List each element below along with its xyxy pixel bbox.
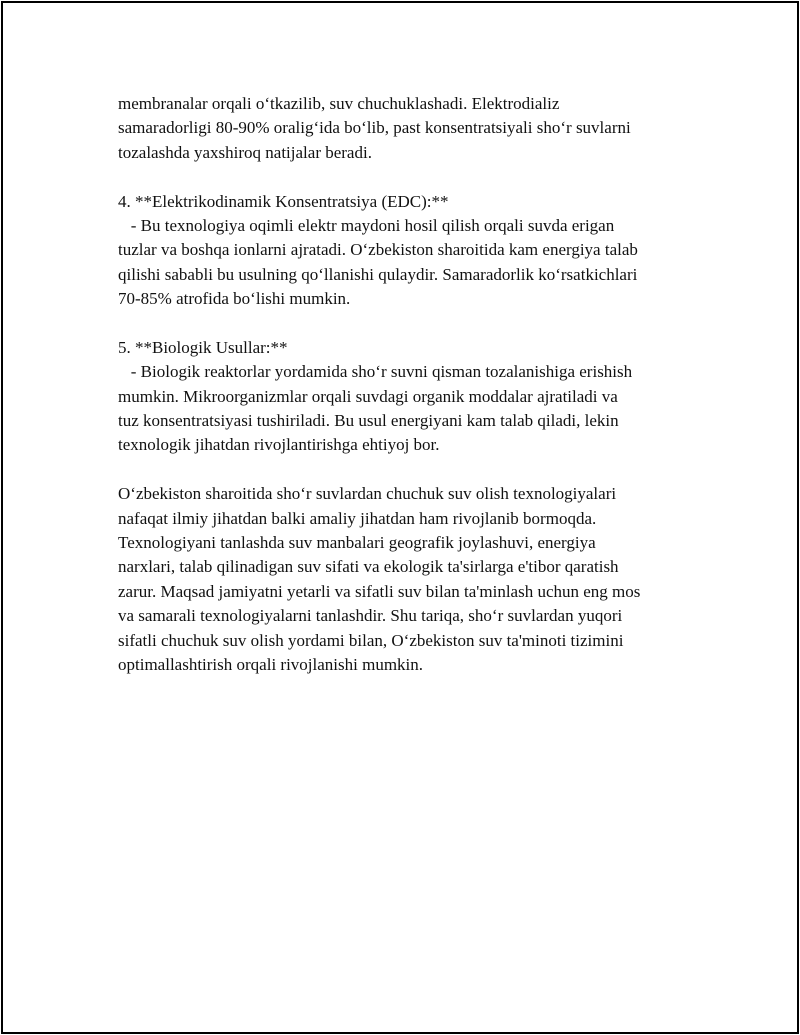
text-line: zarur. Maqsad jamiyatni yetarli va sifatli suv bilan ta'minlash uchun eng mos <box>118 581 641 601</box>
conclusion-paragraph <box>118 482 698 677</box>
text-line: 70-85% atrofida bo‘lishi mumkin. <box>118 289 351 309</box>
text-line: nafaqat ilmiy jihatdan balki amaliy jihatdan ham rivojlanib bormoqda. <box>118 508 597 528</box>
text-line: qilishi sababli bu usulning qo‘llanishi qulaydir. Samaradorlik ko‘rsatkichlari <box>118 264 638 284</box>
paragraph-gap <box>118 312 698 336</box>
section-4-heading: 4. **Elektrikodinamik Konsentratsiya (EDC):** <box>118 191 449 211</box>
document-body <box>118 92 698 677</box>
paragraph-continuation <box>118 92 698 165</box>
text-line: sifatli chuchuk suv olish yordami bilan, O‘zbekiston suv ta'minoti tizimini <box>118 630 624 650</box>
text-line: optimallashtirish orqali rivojlanishi mumkin. <box>118 654 424 674</box>
section-5 <box>118 336 698 458</box>
section-5-heading: 5. **Biologik Usullar:** <box>118 337 288 357</box>
text-line: va samarali texnologiyalarni tanlashdir. Shu tariqa, sho‘r suvlardan yuqori <box>118 606 623 626</box>
text-line: texnologik jihatdan rivojlantirishga ehtiyoj bor. <box>118 435 440 455</box>
text-line: - Bu texnologiya oqimli elektr maydoni hosil qilish orqali suvda erigan <box>118 215 615 235</box>
paragraph-gap <box>118 165 698 189</box>
section-4 <box>118 190 698 312</box>
text-line: - Biologik reaktorlar yordamida sho‘r suvni qisman tozalanishiga erishish <box>118 362 633 382</box>
text-line: Texnologiyani tanlashda suv manbalari geografik joylashuvi, energiya <box>118 533 596 553</box>
text-line: tuzlar va boshqa ionlarni ajratadi. O‘zbekiston sharoitida kam energiya talab <box>118 240 638 260</box>
text-line: narxlari, talab qilinadigan suv sifati va ekologik ta'sirlarga e'tibor qaratish <box>118 557 619 577</box>
text-line: samaradorligi 80-90% oralig‘ida bo‘lib, past konsentratsiyali sho‘r suvlarni <box>118 118 631 138</box>
text-line: O‘zbekiston sharoitida sho‘r suvlardan chuchuk suv olish texnologiyalari <box>118 484 617 504</box>
text-line: tozalashda yaxshiroq natijalar beradi. <box>118 142 372 162</box>
text-line: membranalar orqali o‘tkazilib, suv chuchuklashadi. Elektrodializ <box>118 94 560 113</box>
text-line: tuz konsentratsiyasi tushiriladi. Bu usul energiyani kam talab qiladi, lekin <box>118 411 619 431</box>
text-line: mumkin. Mikroorganizmlar orqali suvdagi organik moddalar ajratiladi va <box>118 386 618 406</box>
paragraph-gap <box>118 458 698 482</box>
